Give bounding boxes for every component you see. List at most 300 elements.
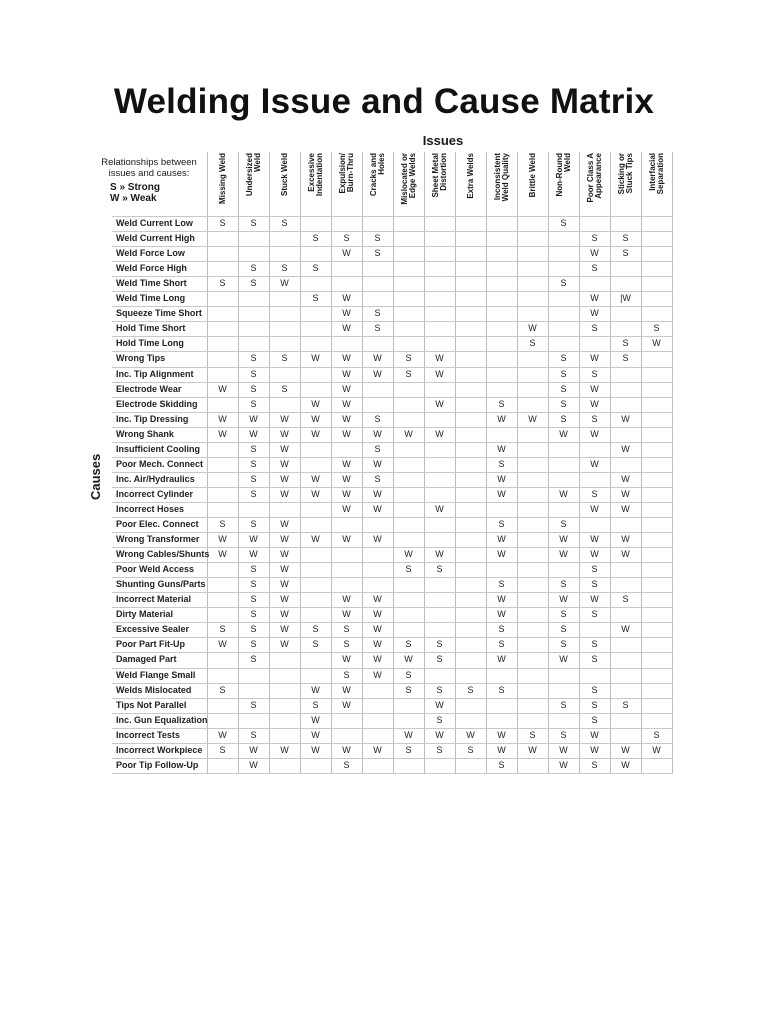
matrix-cell: W — [404, 549, 413, 560]
matrix-cell: W — [342, 383, 351, 394]
matrix-cell: W — [342, 699, 351, 710]
matrix-cell: W — [249, 759, 258, 770]
matrix-cell: W — [621, 503, 630, 514]
cause-label: Welds Mislocated — [116, 684, 192, 695]
matrix-cell: W — [311, 714, 320, 725]
matrix-cell: W — [404, 654, 413, 665]
matrix-cell: S — [591, 699, 598, 710]
matrix-cell: W — [342, 488, 351, 499]
matrix-cell: S — [343, 639, 350, 650]
matrix-cell: S — [498, 759, 505, 770]
cause-label: Insufficient Cooling — [116, 443, 200, 454]
matrix-cell: S — [467, 744, 474, 755]
grid-hline — [112, 336, 673, 337]
matrix-cell: W — [311, 473, 320, 484]
matrix-cell: W — [311, 684, 320, 695]
issue-header: Inconsistent Weld Quality — [492, 153, 510, 202]
matrix-cell: W — [342, 248, 351, 259]
matrix-cell: W — [559, 654, 568, 665]
cause-label: Wrong Shank — [116, 428, 174, 439]
matrix-cell: S — [312, 263, 319, 274]
matrix-cell: S — [250, 278, 257, 289]
matrix-cell: W — [342, 473, 351, 484]
matrix-cell: S — [374, 308, 381, 319]
matrix-cell: W — [559, 428, 568, 439]
matrix-cell: W — [373, 624, 382, 635]
cause-label: Inc. Gun Equalization — [116, 714, 208, 725]
cause-label: Poor Part Fit-Up — [116, 639, 185, 650]
legend-text: Relationships between issues and causes: — [101, 157, 197, 179]
matrix-cell: W — [311, 488, 320, 499]
matrix-cell: S — [374, 248, 381, 259]
matrix-cell: W — [280, 458, 289, 469]
matrix-cell: |W — [620, 293, 631, 304]
matrix-cell: S — [591, 488, 598, 499]
matrix-cell: S — [622, 233, 629, 244]
cause-label: Incorrect Material — [116, 594, 192, 605]
cause-label: Poor Weld Access — [116, 564, 195, 575]
matrix-cell: S — [405, 669, 412, 680]
matrix-cell: S — [250, 654, 257, 665]
legend-strong: S » Strong — [110, 182, 161, 193]
matrix-cell: S — [622, 699, 629, 710]
matrix-cell: W — [621, 473, 630, 484]
matrix-cell: S — [281, 383, 288, 394]
matrix-cell: S — [591, 684, 598, 695]
matrix-cell: S — [560, 519, 567, 529]
matrix-cell: W — [435, 503, 444, 514]
matrix-cell: W — [621, 534, 630, 545]
matrix-cell: S — [498, 458, 505, 469]
matrix-cell: S — [560, 609, 567, 620]
cause-label: Inc. Air/Hydraulics — [116, 473, 195, 484]
matrix-cell: W — [621, 624, 630, 635]
matrix-cell: W — [435, 729, 444, 740]
matrix-cell: S — [250, 579, 257, 590]
matrix-cell: W — [218, 413, 227, 424]
matrix-cell: W — [404, 729, 413, 740]
matrix-cell: S — [250, 564, 257, 575]
matrix-cell: S — [374, 413, 381, 424]
cause-label: Poor Elec. Connect — [116, 519, 199, 529]
cause-label: Poor Mech. Connect — [116, 458, 204, 469]
matrix-cell: S — [591, 654, 598, 665]
matrix-cell: W — [435, 549, 444, 560]
matrix-cell: W — [621, 549, 630, 560]
matrix-cell: W — [373, 488, 382, 499]
matrix-cell: S — [560, 218, 567, 228]
cause-label: Poor Tip Follow-Up — [116, 759, 199, 770]
matrix-cell: W — [590, 353, 599, 364]
matrix-cell: S — [219, 278, 226, 289]
matrix-cell: S — [374, 233, 381, 244]
cause-label: Weld Time Long — [116, 293, 186, 304]
matrix-cell: S — [312, 293, 319, 304]
matrix-cell: S — [312, 699, 319, 710]
matrix-cell: S — [250, 353, 257, 364]
cause-label: Incorrect Hoses — [116, 503, 185, 514]
cause-label: Weld Current High — [116, 233, 195, 244]
matrix-cell: S — [250, 488, 257, 499]
issue-header: Poor Class A Appearance — [585, 153, 603, 203]
issue-header: Sticking or Stuck Tips — [616, 153, 634, 195]
matrix-cell: W — [590, 729, 599, 740]
matrix-cell: S — [405, 368, 412, 379]
cause-label: Incorrect Tests — [116, 729, 180, 740]
matrix-cell: W — [311, 534, 320, 545]
matrix-cell: W — [249, 744, 258, 755]
matrix-cell: S — [653, 323, 660, 334]
grid-hline — [112, 276, 673, 277]
matrix-cell: W — [497, 549, 506, 560]
matrix-cell: W — [497, 594, 506, 605]
matrix-cell: W — [528, 323, 537, 334]
matrix-cell: S — [498, 398, 505, 409]
matrix-cell: S — [591, 759, 598, 770]
legend — [90, 157, 208, 204]
matrix-cell: W — [652, 338, 661, 349]
grid-hline — [112, 216, 673, 217]
matrix-cell: W — [497, 744, 506, 755]
matrix-cell: W — [280, 549, 289, 560]
matrix-cell: W — [280, 579, 289, 590]
matrix-cell: S — [374, 323, 381, 334]
matrix-cell: S — [250, 594, 257, 605]
matrix-cell: S — [281, 218, 288, 228]
matrix-cell: W — [373, 654, 382, 665]
cause-label: Excessive Sealer — [116, 624, 190, 635]
matrix-cell: W — [497, 473, 506, 484]
matrix-cell: W — [280, 278, 289, 289]
matrix-cell: S — [436, 639, 443, 650]
matrix-cell: W — [280, 473, 289, 484]
matrix-cell: S — [405, 353, 412, 364]
matrix-cell: W — [590, 383, 599, 394]
matrix-cell: S — [529, 338, 536, 349]
matrix-cell: W — [280, 609, 289, 620]
matrix-cell: W — [218, 383, 227, 394]
matrix-cell: S — [560, 383, 567, 394]
matrix-cell: W — [342, 744, 351, 755]
matrix-cell: W — [342, 654, 351, 665]
matrix-cell: S — [405, 744, 412, 755]
matrix-cell: W — [342, 534, 351, 545]
matrix-cell: S — [560, 368, 567, 379]
matrix-cell: W — [497, 729, 506, 740]
matrix-cell: W — [218, 639, 227, 650]
matrix-cell: S — [405, 684, 412, 695]
matrix-cell: W — [590, 744, 599, 755]
matrix-cell: W — [280, 488, 289, 499]
matrix-cell: W — [528, 413, 537, 424]
matrix-cell: S — [498, 684, 505, 695]
cause-label: Tips Not Parallel — [116, 699, 187, 710]
matrix-cell: W — [590, 398, 599, 409]
matrix-cell: S — [591, 609, 598, 620]
matrix-cell: W — [404, 428, 413, 439]
matrix-cell: W — [590, 308, 599, 319]
cause-label: Incorrect Workpiece — [116, 744, 203, 755]
matrix-cell: S — [250, 398, 257, 409]
cause-label: Wrong Cables/Shunts — [116, 549, 210, 560]
matrix-cell: S — [219, 744, 226, 755]
issue-header: Excessive Indentation — [306, 153, 324, 197]
matrix-cell: W — [218, 729, 227, 740]
matrix-cell: W — [590, 293, 599, 304]
matrix-cell: S — [250, 458, 257, 469]
matrix-cell: W — [342, 293, 351, 304]
issue-header: Interfacial Separation — [647, 153, 665, 195]
matrix-cell: W — [311, 729, 320, 740]
matrix-cell: W — [559, 744, 568, 755]
matrix-cell: S — [498, 624, 505, 635]
matrix-cell: W — [280, 534, 289, 545]
issue-header: Mislocated or Edge Welds — [399, 153, 417, 205]
matrix-cell: W — [559, 759, 568, 770]
matrix-cell: W — [590, 549, 599, 560]
matrix-cell: S — [467, 684, 474, 695]
matrix-cell: W — [590, 534, 599, 545]
matrix-cell: S — [529, 729, 536, 740]
matrix-cell: W — [373, 594, 382, 605]
matrix-cell: S — [560, 579, 567, 590]
matrix-cell: S — [312, 624, 319, 635]
issue-header: Extra Welds — [465, 153, 475, 199]
matrix-cell: S — [312, 639, 319, 650]
matrix-cell: W — [559, 549, 568, 560]
matrix-cell: W — [218, 534, 227, 545]
matrix-cell: W — [280, 594, 289, 605]
matrix-cell: W — [342, 308, 351, 319]
matrix-cell: W — [497, 534, 506, 545]
matrix-cell: S — [436, 684, 443, 695]
cause-label: Wrong Tips — [116, 353, 166, 364]
matrix-cell: W — [528, 744, 537, 755]
matrix-cell: S — [591, 233, 598, 244]
matrix-cell: S — [560, 639, 567, 650]
matrix-cell: S — [560, 624, 567, 635]
matrix-cell: S — [219, 519, 226, 529]
matrix-cell: W — [590, 503, 599, 514]
cause-label: Shunting Guns/Parts — [116, 579, 206, 590]
matrix-cell: W — [621, 759, 630, 770]
matrix-cell: S — [312, 233, 319, 244]
page-title: Welding Issue and Cause Matrix — [113, 82, 655, 121]
matrix-cell: S — [560, 398, 567, 409]
matrix-cell: W — [342, 609, 351, 620]
matrix-cell: W — [497, 488, 506, 499]
cause-label: Electrode Skidding — [116, 398, 198, 409]
matrix-cell: S — [498, 639, 505, 650]
matrix-cell: S — [281, 263, 288, 274]
cause-label: Hold Time Long — [116, 338, 184, 349]
matrix-cell: W — [497, 609, 506, 620]
matrix-cell: W — [373, 534, 382, 545]
matrix-cell: W — [342, 323, 351, 334]
causes-heading: Causes — [88, 453, 103, 500]
issue-header: Brittle Weld — [527, 153, 537, 198]
matrix-cell: W — [249, 428, 258, 439]
matrix-cell: W — [373, 744, 382, 755]
matrix-cell: W — [342, 398, 351, 409]
matrix-cell: W — [497, 654, 506, 665]
matrix-cell: W — [559, 488, 568, 499]
matrix-cell: S — [622, 353, 629, 364]
issue-header: Cracks and Holes — [368, 153, 386, 197]
matrix-cell: W — [342, 684, 351, 695]
cause-label: Squeeze Time Short — [116, 308, 202, 319]
matrix-cell: W — [249, 413, 258, 424]
matrix-cell: W — [342, 458, 351, 469]
issues-heading: Issues — [422, 133, 464, 148]
cause-label: Electrode Wear — [116, 383, 182, 394]
matrix-cell: W — [559, 594, 568, 605]
matrix-cell: W — [280, 744, 289, 755]
matrix-cell: S — [250, 639, 257, 650]
matrix-cell: S — [436, 714, 443, 725]
matrix-cell: W — [497, 413, 506, 424]
matrix-cell: S — [250, 729, 257, 740]
matrix-cell: W — [559, 534, 568, 545]
matrix-cell: W — [342, 368, 351, 379]
matrix-cell: S — [219, 624, 226, 635]
matrix-cell: W — [373, 609, 382, 620]
matrix-cell: S — [250, 368, 257, 379]
matrix-cell: W — [249, 549, 258, 560]
matrix-cell: S — [250, 699, 257, 710]
matrix-cell: W — [435, 398, 444, 409]
matrix-cell: S — [498, 579, 505, 590]
matrix-cell: W — [218, 549, 227, 560]
matrix-cell: W — [373, 368, 382, 379]
matrix-cell: S — [591, 579, 598, 590]
cause-label: Dirty Material — [116, 609, 174, 620]
matrix-cell: W — [249, 534, 258, 545]
matrix-cell: W — [466, 729, 475, 740]
matrix-cell: S — [343, 233, 350, 244]
cause-label: Weld Current Low — [116, 218, 193, 228]
matrix-cell: S — [560, 699, 567, 710]
issue-header: Sheet Metal Distortion — [430, 153, 448, 198]
cause-label: Incorrect Cylinder — [116, 488, 194, 499]
matrix-cell: W — [373, 428, 382, 439]
matrix-cell: W — [590, 594, 599, 605]
matrix-cell: S — [250, 609, 257, 620]
matrix-cell: W — [590, 458, 599, 469]
matrix-cell: W — [311, 398, 320, 409]
cause-label: Weld Force High — [116, 263, 187, 274]
matrix-cell: W — [497, 443, 506, 454]
matrix-cell: S — [405, 639, 412, 650]
matrix-cell: W — [435, 699, 444, 710]
issue-header: Missing Weld — [217, 153, 227, 204]
matrix-cell: S — [560, 413, 567, 424]
matrix-cell: W — [342, 503, 351, 514]
matrix-cell: W — [280, 639, 289, 650]
matrix-cell: S — [591, 263, 598, 274]
matrix-cell: W — [342, 353, 351, 364]
matrix-cell: S — [622, 594, 629, 605]
matrix-cell: S — [591, 368, 598, 379]
matrix-cell: S — [250, 383, 257, 394]
matrix-cell: W — [373, 353, 382, 364]
legend-weak: W » Weak — [110, 193, 157, 204]
matrix-cell: W — [280, 519, 289, 529]
matrix-cell: W — [280, 624, 289, 635]
matrix-cell: W — [373, 639, 382, 650]
matrix-cell: S — [250, 443, 257, 454]
matrix-cell: S — [374, 443, 381, 454]
matrix-cell: W — [590, 248, 599, 259]
matrix-cell: W — [311, 353, 320, 364]
matrix-cell: S — [622, 338, 629, 349]
matrix-cell: W — [652, 744, 661, 755]
issue-header: Undersized Weld — [244, 153, 262, 197]
matrix-cell: S — [250, 263, 257, 274]
matrix-cell: W — [280, 564, 289, 575]
cause-label: Wrong Transformer — [116, 534, 200, 545]
matrix-cell: S — [591, 564, 598, 575]
matrix-cell: W — [280, 413, 289, 424]
matrix-cell: W — [373, 503, 382, 514]
matrix-cell: S — [591, 714, 598, 725]
matrix-cell: W — [435, 368, 444, 379]
issue-header: Stuck Weld — [279, 153, 289, 196]
issue-header: Expulsion/ Burn-Thru — [337, 153, 355, 194]
matrix-cell: S — [436, 744, 443, 755]
matrix-cell: W — [342, 428, 351, 439]
cause-label: Weld Flange Small — [116, 669, 196, 680]
cause-label: Weld Force Low — [116, 248, 185, 259]
matrix-cell: S — [591, 639, 598, 650]
matrix-cell: W — [435, 353, 444, 364]
matrix-cell: W — [342, 594, 351, 605]
matrix-cell: S — [250, 519, 257, 529]
matrix-cell: S — [374, 473, 381, 484]
matrix-cell: S — [250, 624, 257, 635]
matrix-cell: W — [621, 413, 630, 424]
matrix-cell: S — [436, 654, 443, 665]
matrix-cell: S — [219, 218, 226, 228]
matrix-cell: W — [373, 669, 382, 680]
matrix-cell: S — [436, 564, 443, 575]
matrix-cell: W — [342, 413, 351, 424]
cause-label: Hold Time Short — [116, 323, 186, 334]
matrix-cell: W — [435, 428, 444, 439]
matrix-cell: S — [250, 473, 257, 484]
matrix-cell: W — [218, 428, 227, 439]
matrix-cell: W — [280, 428, 289, 439]
matrix-cell: W — [621, 488, 630, 499]
matrix-cell: S — [560, 353, 567, 364]
matrix-cell: W — [311, 744, 320, 755]
matrix-cell: S — [343, 759, 350, 770]
matrix-cell: W — [621, 744, 630, 755]
matrix-cell: S — [281, 353, 288, 364]
matrix-cell: S — [622, 248, 629, 259]
cause-label: Damaged Part — [116, 654, 177, 665]
matrix-cell: S — [591, 413, 598, 424]
matrix-cell: S — [498, 519, 505, 529]
matrix-cell: S — [405, 564, 412, 575]
cause-label: Inc. Tip Alignment — [116, 368, 194, 379]
grid-hline — [112, 773, 673, 774]
matrix-cell: W — [311, 413, 320, 424]
matrix-cell: S — [219, 684, 226, 695]
matrix-cell: S — [343, 669, 350, 680]
matrix-cell: W — [590, 428, 599, 439]
matrix-cell: W — [373, 458, 382, 469]
